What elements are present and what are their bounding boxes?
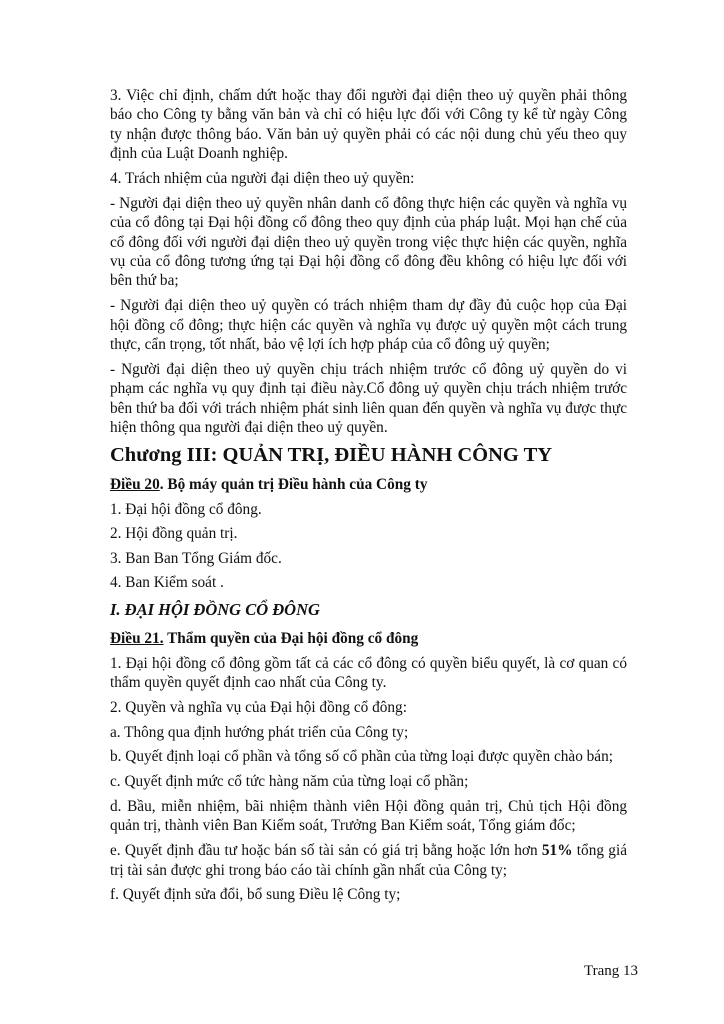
list-item: 2. Hội đồng quản trị. [110,525,238,543]
article-21-paragraph-1: 1. Đại hội đồng cổ đông gồm tất cả các cổ đông có quyền biểu quyết, là cơ quan có thẩm quyền quyết định cao nhất của Công ty. [110,654,627,692]
article-20-title: Bộ máy quản trị Điều hành của Công ty [163,475,428,493]
paragraph-4: 4. Trách nhiệm của người đại diện theo uỷ quyền: [110,170,415,188]
bullet-1: - Người đại diện theo uỷ quyền nhân danh cổ đông thực hiện các quyền và nghĩa vụ của cổ đông tại Đại hội đồng cổ đông theo quy định của pháp luật. Mọi hạn chế của cổ đông đối với người đại diện theo uỷ quyền trong việc thực hiện các quyền, nghĩa vụ của cổ đông tương ứng tại Đại hội đồng cổ đông đều không có hiệu lực đối với bên thứ ba; [110,194,627,290]
paragraph-3: 3. Việc chỉ định, chấm dứt hoặc thay đổi người đại diện theo uỷ quyền phải thông báo cho Công ty bằng văn bản và chỉ có hiệu lực đối với Công ty kể từ ngày Công ty nhận được thông báo. Văn bản uỷ quyền phải có các nội dung chủ yếu theo quy định của Luật Doanh nghiệp. [110,87,627,163]
article-20-label: Điều 20 [110,475,160,493]
article-21-item-e [110,841,627,880]
article-20-dot: . [159,475,164,493]
page-number: Trang 13 [583,963,638,979]
list-item: 3. Ban Ban Tổng Giám đốc. [110,549,282,567]
article-20-heading [110,475,627,494]
bullet-3: - Người đại diện theo uỷ quyền chịu trách nhiệm trước cổ đông uỷ quyền do vi phạm các nghĩa vụ quy định tại điều này.Cổ đông uỷ quyền chịu trách nhiệm trước bên thứ ba đối với trách nhiệm phát sinh liên quan đến quyền và nghĩa vụ được thực hiện thông qua người đại diện theo uỷ quyền. [110,360,627,437]
item-e-text-after: tổng giá trị tài sản được ghi trong báo cáo tài chính gần nhất của Công ty; [110,842,627,879]
article-21-item-b: b. Quyết định loại cổ phần và tổng số cổ phần của từng loại được quyền chào bán; [110,748,613,766]
article-21-paragraph-2: 2. Quyền và nghĩa vụ của Đại hội đồng cổ đông: [110,698,407,716]
document-page [110,86,627,910]
bullet-2: - Người đại diện theo uỷ quyền có trách nhiệm tham dự đầy đủ cuộc họp của Đại hội đồng cổ đông; thực hiện các quyền và nghĩa vụ được uỷ quyền một cách trung thực, cẩn trọng, tốt nhất, bảo vệ lợi ích hợp pháp của cổ đông uỷ quyền; [110,297,627,354]
article-21-label: Điều 21. [110,629,164,647]
list-item: 4. Ban Kiểm soát . [110,574,224,592]
article-21-item-d: d. Bầu, miễn nhiệm, bãi nhiệm thành viên Hội đồng quản trị, Chủ tịch Hội đồng quản trị, thành viên Ban Kiểm soát, Trưởng Ban Kiểm soát, Tổng giám đốc; [110,798,627,835]
article-21-item-f: f. Quyết định sửa đổi, bổ sung Điều lệ Công ty; [110,886,401,904]
section-heading: I. ĐẠI HỘI ĐỒNG CỔ ĐÔNG [110,599,320,619]
item-e-percentage: 51% [541,842,573,860]
chapter-heading: Chương III: QUẢN TRỊ, ĐIỀU HÀNH CÔNG TY [110,443,553,466]
article-21-title: Thẩm quyền của Đại hội đồng cổ đông [163,629,419,647]
article-21-item-c: c. Quyết định mức cổ tức hàng năm của từng loại cổ phần; [110,773,469,791]
article-21-item-a: a. Thông qua định hướng phát triển của Công ty; [110,723,409,741]
article-21-heading [110,629,627,648]
item-e-text-before: e. Quyết định đầu tư hoặc bán số tài sản có giá trị bằng hoặc lớn hơn [110,842,542,860]
list-item: 1. Đại hội đồng cổ đông. [110,500,262,518]
